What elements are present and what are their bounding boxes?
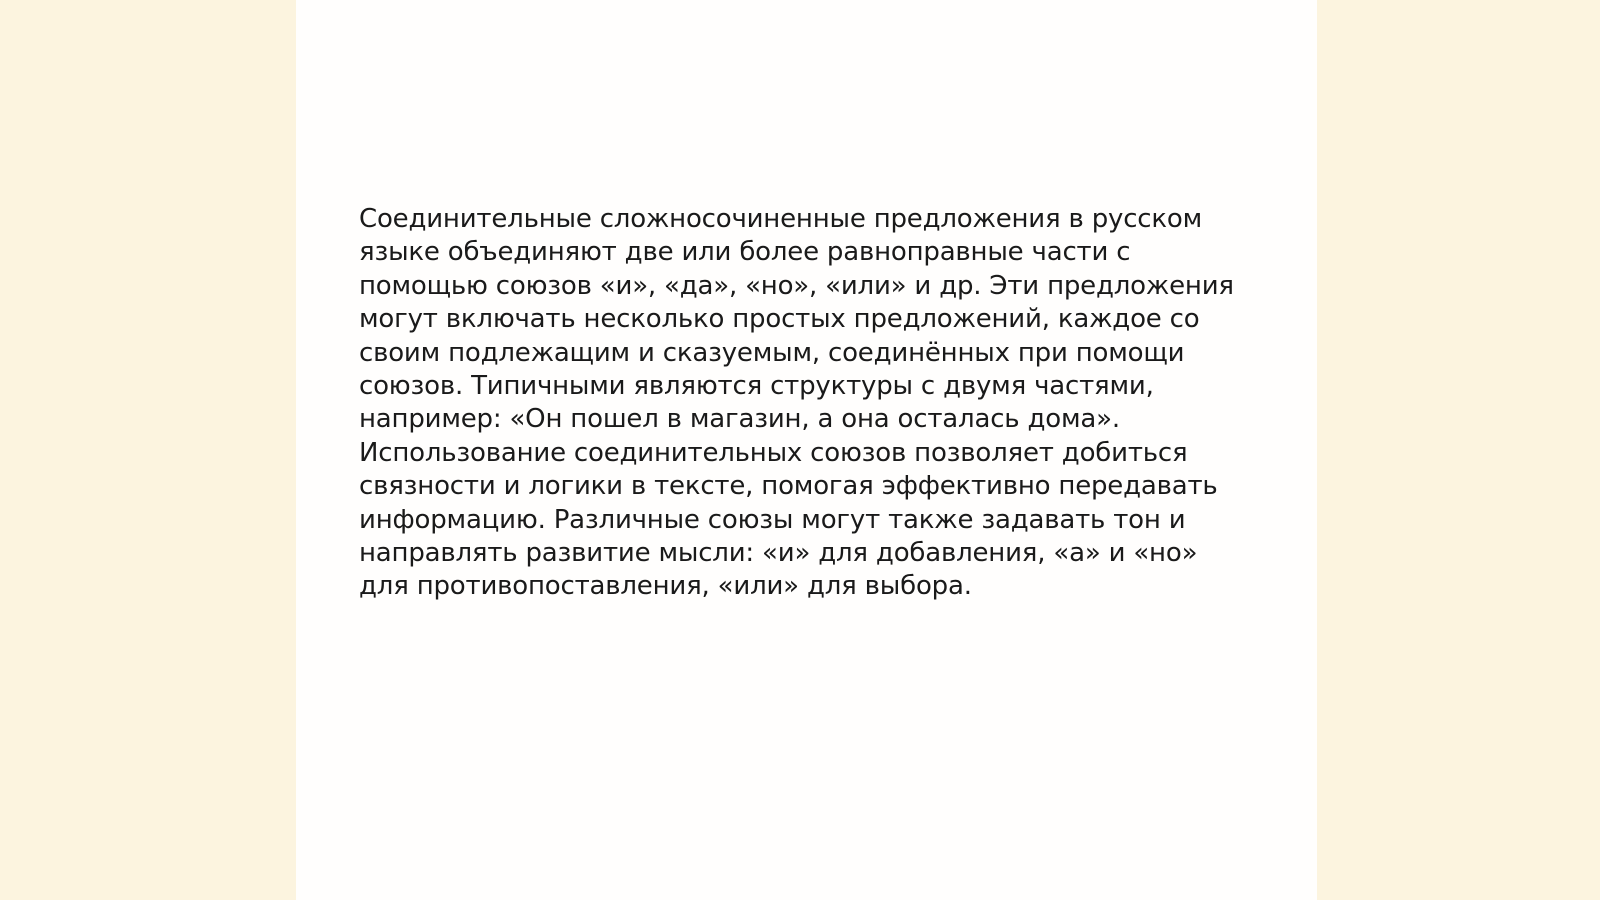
- right-margin-background: [1317, 0, 1600, 900]
- slide-body-text: Соединительные сложносочиненные предложения в русском языке объединяют две или более равноправные части с помощью союзов «и», «да», «но», «или» и др. Эти предложения могут включать несколько простых предложений, каждое со своим подлежащим и сказуемым, соединённых при помощи союзов. Типичными являются структуры с двумя частями, например: «Он пошел в магазин, а она осталась дома». Использование соединительных союзов позволяет добиться связности и логики в тексте, помогая эффективно передавать информацию. Различные союзы могут также задавать тон и направлять развитие мысли: «и» для добавления, «а» и «но» для противопоставления, «или» для выбора.: [359, 204, 1234, 602]
- left-margin-background: [0, 0, 296, 900]
- slide-sheet: [296, 0, 1317, 900]
